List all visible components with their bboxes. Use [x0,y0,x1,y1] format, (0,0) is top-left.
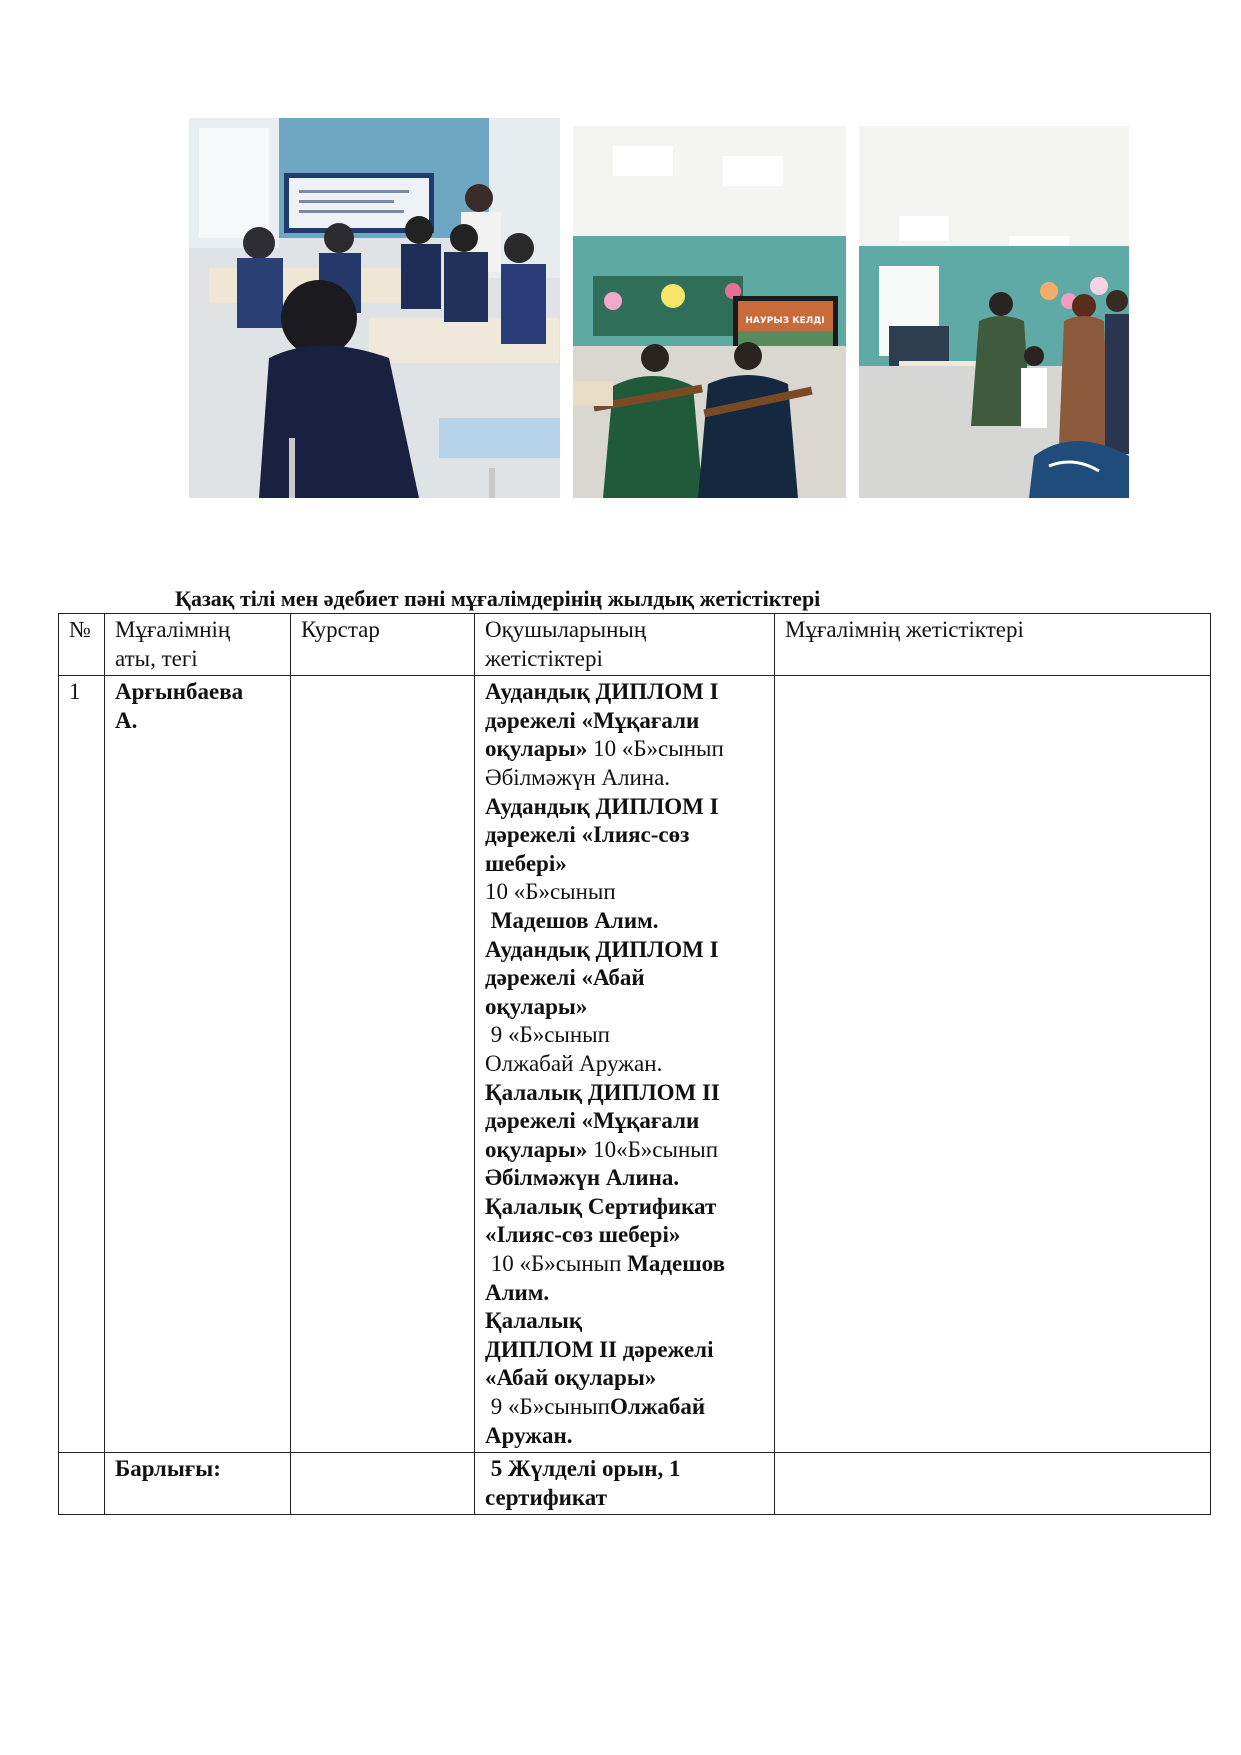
achievement-line: Аружан. [485,1422,573,1448]
header-number: № [59,614,105,676]
achievement-line: Олжабай Аружан. [485,1050,663,1076]
achievement-line: 9 «Б»сыныпОлжабай [485,1394,706,1420]
achievement-entry [485,1079,766,1193]
achievement-line: дәрежелі «Мұқағали [485,1108,700,1134]
achievement-line: шебері» [485,850,567,876]
achievement-line: оқулары» 10 «Б»сынып [485,736,724,762]
header-courses: Курстар [291,614,475,676]
achievement-line: дәрежелі «Ілияс-сөз [485,822,690,848]
header-teacher-achievements: Мұғалімнің жетістіктері [775,614,1211,676]
total-number [59,1453,105,1515]
header-teacher-name: Мұғалімнің аты, тегі [105,614,291,676]
achievement-line: Аудандық ДИПЛОМ І [485,679,719,705]
total-label: Барлығы: [105,1453,291,1515]
achievement-entry [485,936,766,1079]
row-number: 1 [59,676,105,1453]
teacher-achievements-cell [775,676,1211,1453]
achievement-line: «Ілияс-сөз шебері» [485,1222,681,1248]
page-title: Қазақ тілі мен әдебиет пәні мұғалімдерінің жылдық жетістіктері [175,586,821,611]
achievement-line: ДИПЛОМ ІІ дәрежелі [485,1336,714,1362]
achievement-line: дәрежелі «Мұқағали [485,707,700,733]
dombra-screen-text: НАУРЫЗ КЕЛДІ [745,316,825,326]
table-header-row [59,614,1211,676]
total-courses [291,1453,475,1515]
achievement-line: Аудандық ДИПЛОМ І [485,793,719,819]
achievement-line: Мадешов Алим. [485,907,659,933]
achievement-entry [485,793,766,936]
achievement-entry [485,1193,766,1307]
student-achievements-cell [475,676,775,1453]
achievement-line: Қалалық [485,1308,583,1334]
header-student-achievements: Оқушыларының жетістіктері [475,614,775,676]
achievement-line: Алим. [485,1279,550,1305]
achievement-entry [485,678,766,792]
total-teacher [775,1453,1211,1515]
achievement-line: дәрежелі «Абай [485,965,645,991]
achievement-line: оқулары» [485,993,588,1019]
courses-cell [291,676,475,1453]
achievement-line: Қалалық ДИПЛОМ ІІ [485,1079,720,1105]
dombra-performance-photo [573,126,846,498]
classroom-event-photo [859,126,1129,498]
total-value: 5 Жүлделі орын, 1 сертификат [475,1453,775,1515]
achievement-line: оқулары» 10«Б»сынып [485,1136,719,1162]
achievement-line: Әбілмәжүн Алина. [485,764,671,790]
achievement-line: 10 «Б»сынып [485,879,616,905]
achievement-entry [485,1307,766,1450]
achievement-line: Әбілмәжүн Алина. [485,1165,680,1191]
achievement-line: 10 «Б»сынып Мадешов [485,1251,726,1277]
achievements-table [58,613,1211,1515]
table-row [59,676,1211,1453]
achievement-line: «Абай оқулары» [485,1365,657,1391]
achievement-line: Қалалық Сертификат [485,1193,717,1219]
achievement-line: 9 «Б»сынып [485,1022,610,1048]
teacher-name: Арғынбаева А. [105,676,291,1453]
achievement-line: Аудандық ДИПЛОМ І [485,936,719,962]
total-row [59,1453,1211,1515]
classroom-lesson-photo [189,118,560,498]
